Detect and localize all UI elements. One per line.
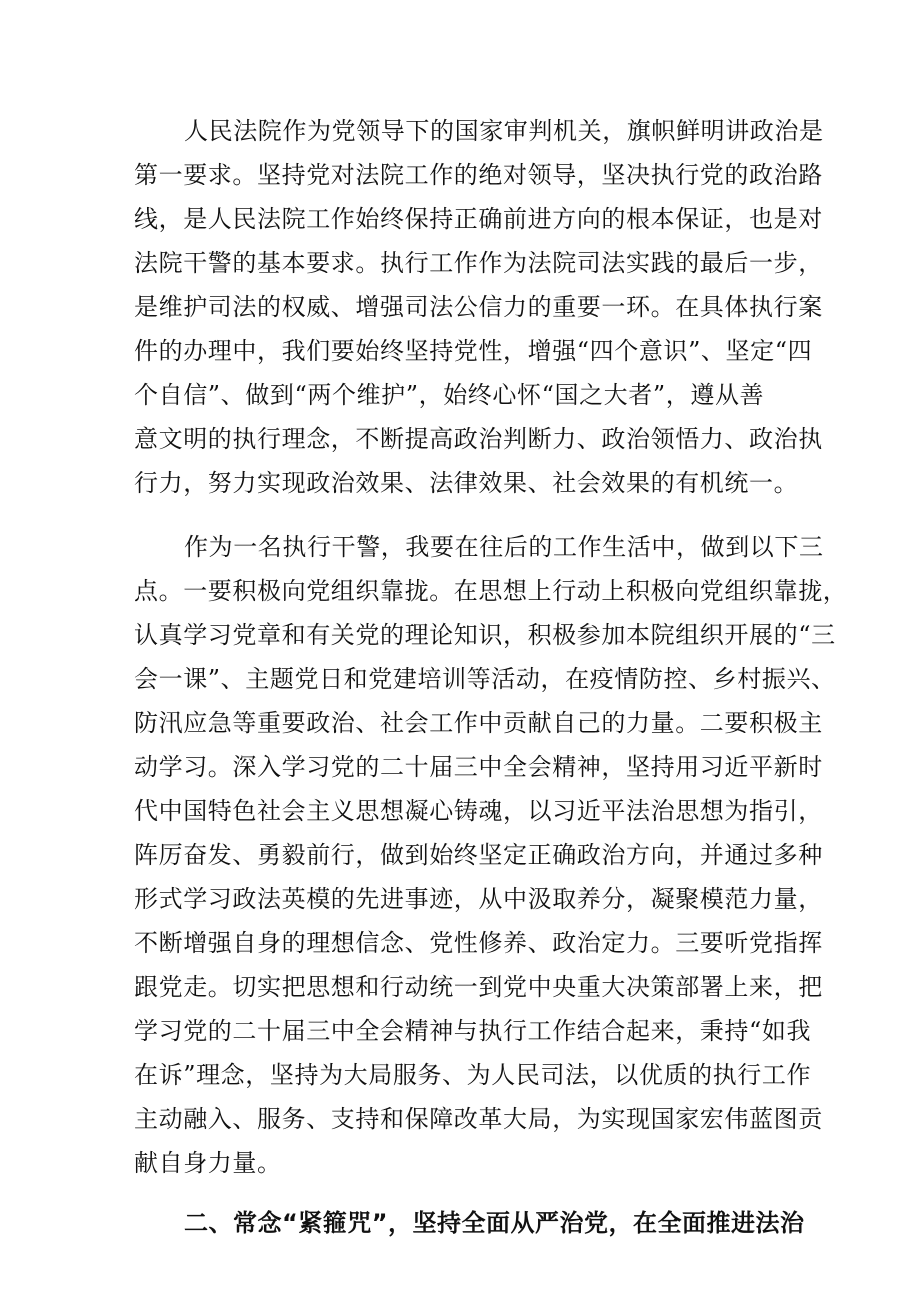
paragraph-2-line-7: 代中国特色社会主义思想凝心铸魂，以习近平法治思想为指引， — [134, 797, 823, 825]
paragraph-2-line-12: 学习党的二十届三中全会精神与执行工作结合起来，秉持“如我 — [134, 1017, 812, 1045]
paragraph-2-line-3: 认真学习党章和有关党的理论知识，积极参加本院组织开展的“三 — [134, 621, 836, 649]
paragraph-2-line-14: 主动融入、服务、支持和保障改革大局，为实现国家宏伟蓝图贡 — [134, 1105, 823, 1133]
paragraph-1-line-8: 意文明的执行理念，不断提高政治判断力、政治领悟力、政治执 — [134, 425, 823, 453]
paragraph-2-line-2: 点。一要积极向党组织靠拢。在思想上行动上积极向党组织靠拢， — [134, 577, 848, 605]
paragraph-2-line-4: 会一课”、主题党日和党建培训等活动，在疫情防控、乡村振兴、 — [134, 665, 836, 693]
paragraph-2-line-8: 阵厉奋发、勇毅前行，做到始终坚定正确政治方向，并通过多种 — [134, 841, 823, 869]
paragraph-1-line-3: 线，是人民法院工作始终保持正确前进方向的根本保证，也是对 — [134, 205, 823, 233]
paragraph-1-line-2: 第一要求。坚持党对法院工作的绝对领导，坚决执行党的政治路 — [134, 161, 823, 189]
paragraph-2-line-15: 献自身力量。 — [134, 1149, 282, 1177]
paragraph-2-line-13: 在诉”理念，坚持为大局服务、为人民司法，以优质的执行工作 — [134, 1061, 812, 1089]
paragraph-1-line-9: 行力，努力实现政治效果、法律效果、社会效果的有机统一。 — [134, 469, 799, 497]
paragraph-1-line-5: 是维护司法的权威、增强司法公信力的重要一环。在具体执行案 — [134, 293, 823, 321]
paragraph-2-line-6: 动学习。深入学习党的二十届三中全会精神，坚持用习近平新时 — [134, 753, 823, 781]
paragraph-1-line-6: 件的办理中，我们要始终坚持党性，增强“四个意识”、坚定“四 — [134, 337, 813, 365]
paragraph-2-line-9: 形式学习政法英模的先进事迹，从中汲取养分，凝聚模范力量， — [134, 885, 823, 913]
section-heading: 二、常念“紧箍咒”，坚持全面从严治党，在全面推进法治 — [184, 1209, 805, 1237]
paragraph-2-line-11: 跟党走。切实把思想和行动统一到党中央重大决策部署上来，把 — [134, 973, 823, 1001]
paragraph-1-line-4: 法院干警的基本要求。执行工作作为法院司法实践的最后一步， — [134, 249, 823, 277]
paragraph-2-line-10: 不断增强自身的理想信念、党性修养、政治定力。三要听党指挥 — [134, 929, 823, 957]
paragraph-1-line-7: 个自信”、做到“两个维护”，始终心怀“国之大者”，遵从善 — [134, 381, 765, 409]
paragraph-1-line-1: 人民法院作为党领导下的国家审判机关，旗帜鲜明讲政治是 — [184, 117, 824, 145]
paragraph-2-line-1: 作为一名执行干警，我要在往后的工作生活中，做到以下三 — [184, 533, 824, 561]
paragraph-2-line-5: 防汛应急等重要政治、社会工作中贡献自己的力量。二要积极主 — [134, 709, 823, 737]
